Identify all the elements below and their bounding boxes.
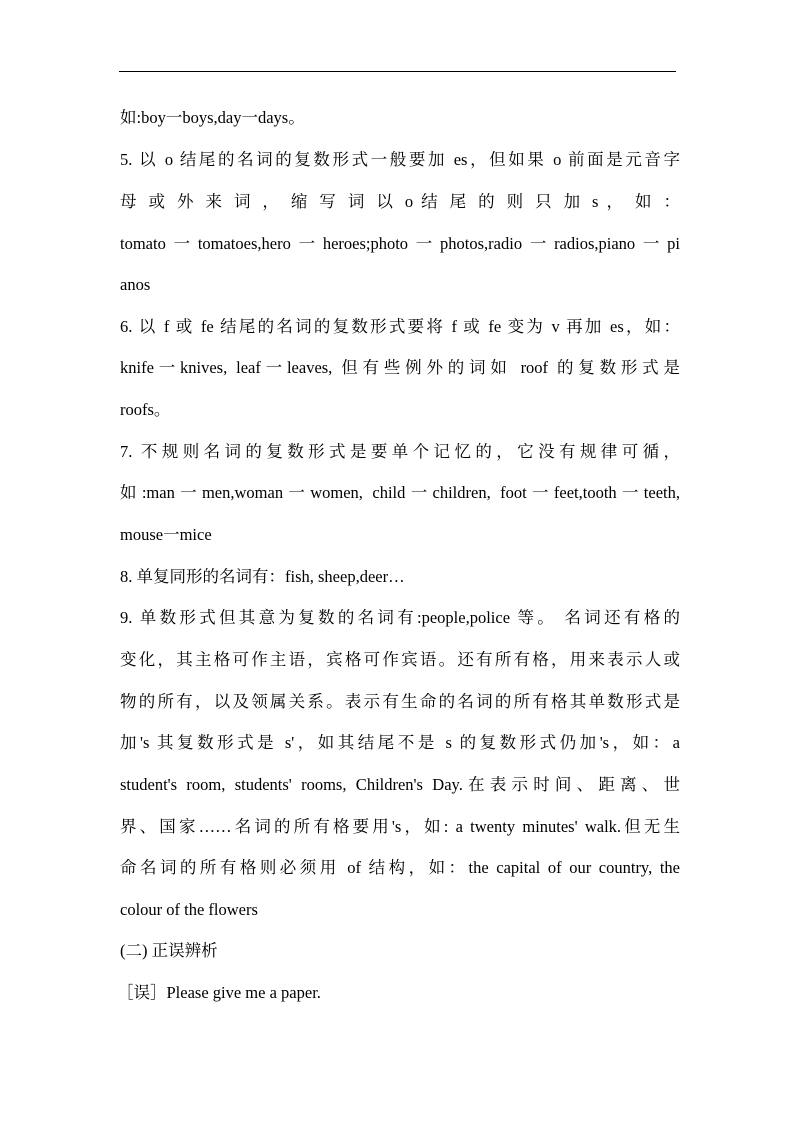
text-line-8: roofs。 [120, 400, 171, 419]
text-line-4: tomato一tomatoes,hero一heroes;photo一photos,radio一radios,piano一pi [120, 234, 680, 253]
text-line-10: 如:man一men,woman一women, child一children, foot一feet,tooth一teeth, [120, 483, 680, 502]
text-line-20: colour of the flowers [120, 900, 258, 919]
section-heading: (二) 正误辨析 [120, 941, 218, 960]
text-line-1: 如:boy一boys,day一days。 [120, 108, 305, 127]
text-line-19: 命名词的所有格则必须用 of 结构，如：the capital of our country, the [120, 858, 680, 877]
text-line-12: 8. 单复同形的名词有：fish, sheep,deer… [120, 567, 405, 586]
text-line-14: 变化，其主格可作主语，宾格可作宾语。还有所有格，用来表示人或 [120, 650, 680, 669]
text-line-16: 加's 其复数形式是 s'，如其结尾不是 s 的复数形式仍加's，如：a [120, 733, 680, 752]
text-line-18: 界、国家……名词的所有格要用's，如: a twenty minutes' walk.但无生 [120, 817, 680, 836]
text-line-9: 7. 不规则名词的复数形式是要单个记忆的，它没有规律可循， [120, 442, 680, 461]
text-line-6: 6. 以 f 或 fe 结尾的名词的复数形式要将 f 或 fe 变为 v 再加 es，如： [120, 317, 680, 336]
text-line-11: mouse一mice [120, 525, 212, 544]
text-line-15: 物的所有，以及领属关系。表示有生命的名词的所有格其单数形式是 [120, 692, 680, 711]
text-line-17: student's room, students' rooms, Children's Day.在表示时间、距离、世 [120, 775, 680, 794]
header-rule [119, 71, 676, 72]
text-line-13: 9. 单数形式但其意为复数的名词有:people,police 等。 名词还有格的 [120, 608, 680, 627]
text-line-3: 母 或 外 来 词 ， 缩 写 词 以 o 结 尾 的 则 只 加 s ， 如 ： [120, 192, 680, 211]
text-line-2: 5. 以 o 结尾的名词的复数形式一般要加 es，但如果 o 前面是元音字 [120, 150, 680, 169]
text-line-7: knife一knives, leaf一leaves, 但有些例外的词如 roof 的复数形式是 [120, 358, 680, 377]
text-line-5: anos [120, 275, 151, 294]
example-wrong: ［误］Please give me a paper. [117, 983, 321, 1002]
